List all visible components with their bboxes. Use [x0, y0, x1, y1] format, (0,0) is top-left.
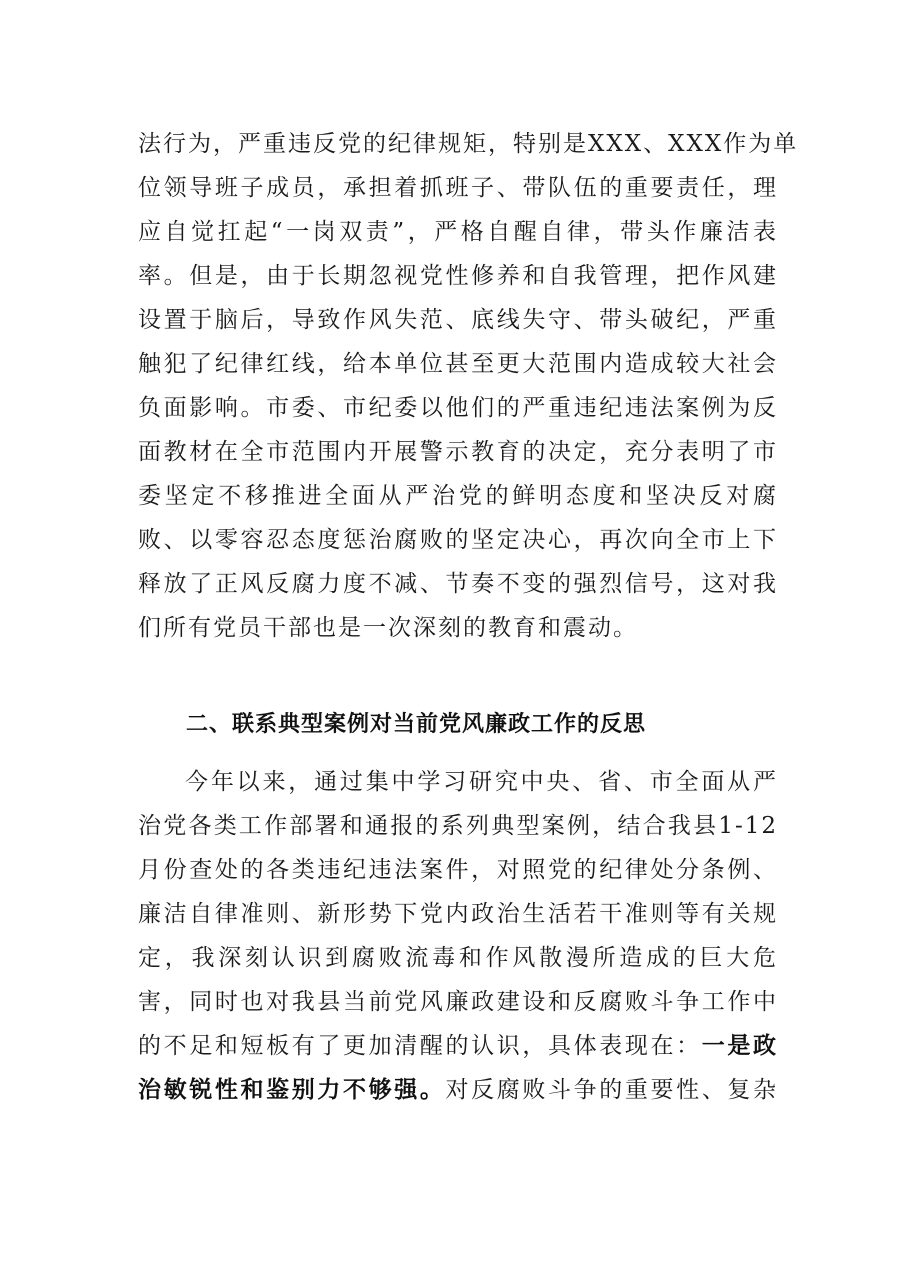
- paragraph-line: 治党各类工作部署和通报的系列典型案例，结合我县1-12: [138, 813, 778, 839]
- section-heading: 二、联系典型案例对当前党风廉政工作的反思: [186, 712, 647, 737]
- paragraph-line: 委坚定不移推进全面从严治党的鲜明态度和坚决反对腐: [138, 483, 778, 509]
- bold-point-one: 一是政: [701, 1033, 778, 1059]
- paragraph-line: 们所有党员干部也是一次深刻的教育和震动。: [138, 615, 638, 641]
- paragraph-line: 应自觉扛起“一岗双责”，严格自醒自律，带头作廉洁表: [138, 219, 778, 245]
- paragraph-line: 败、以零容忍态度惩治腐败的坚定决心，再次向全市上下: [138, 527, 778, 553]
- paragraph-line: 位领导班子成员，承担着抓班子、带队伍的重要责任，理: [138, 175, 778, 201]
- paragraph-line: 定，我深刻认识到腐败流毒和作风散漫所造成的巨大危: [138, 945, 778, 971]
- paragraph-line: 今年以来，通过集中学习研究中央、省、市全面从严: [185, 769, 778, 795]
- paragraph-line: 廉洁自律准则、新形势下党内政治生活若干准则等有关规: [138, 901, 778, 927]
- paragraph-line: 负面影响。市委、市纪委以他们的严重违纪违法案例为反: [138, 395, 778, 421]
- line-text: 的不足和短板有了更加清醒的认识，具体表现在：: [138, 1033, 702, 1059]
- paragraph-line: 释放了正风反腐力度不减、节奏不变的强烈信号，这对我: [138, 571, 778, 597]
- paragraph-line: 害，同时也对我县当前党风廉政建设和反腐败斗争工作中: [138, 989, 778, 1015]
- paragraph-line: 月份查处的各类违纪违法案件，对照党的纪律处分条例、: [138, 857, 778, 883]
- paragraph-line: 设置于脑后，导致作风失范、底线失守、带头破纪，严重: [138, 307, 778, 333]
- paragraph-1: [138, 122, 799, 650]
- line-text: 对反腐败斗争的重要性、复杂: [445, 1077, 778, 1103]
- paragraph-line: 触犯了纪律红线，给本单位甚至更大范围内造成较大社会: [138, 351, 778, 377]
- paragraph-line: 面教材在全市范围内开展警示教育的决定，充分表明了市: [138, 439, 778, 465]
- paragraph-line: 法行为，严重违反党的纪律规矩，特别是XXX、XXX作为单: [138, 131, 799, 157]
- paragraph-line: 率。但是，由于长期忽视党性修养和自我管理，把作风建: [138, 263, 778, 289]
- paragraph-line: [138, 1024, 778, 1068]
- paragraph-2: [138, 760, 778, 1112]
- paragraph-line: [138, 1068, 778, 1112]
- bold-point-one-cont: 治敏锐性和鉴别力不够强。: [138, 1077, 446, 1103]
